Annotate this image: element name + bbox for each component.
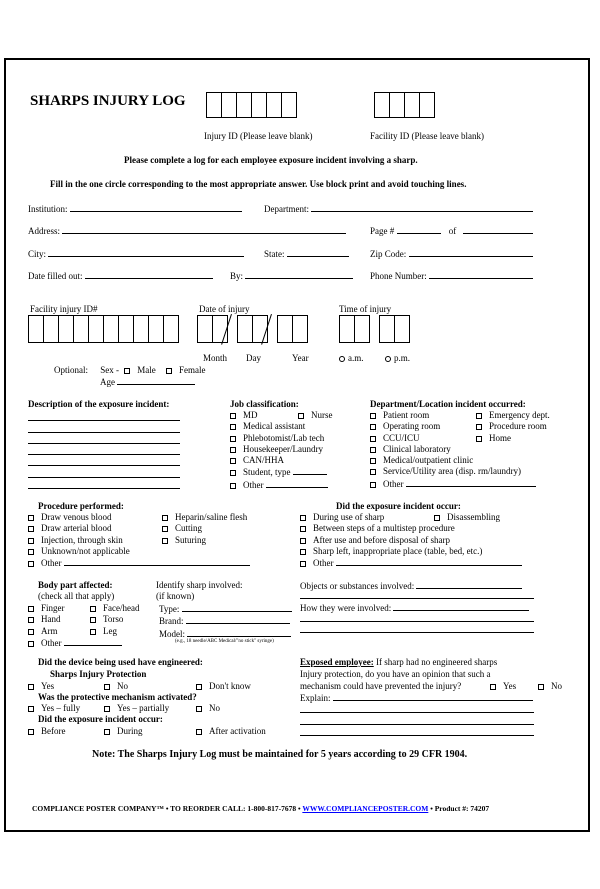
description-line[interactable] xyxy=(28,478,180,489)
proc-cutting[interactable]: Cutting xyxy=(162,523,247,534)
sharp-model-input[interactable] xyxy=(187,628,291,637)
job-list xyxy=(230,410,328,491)
institution-input[interactable] xyxy=(70,203,242,212)
objects-label: Objects or substances involved: xyxy=(300,581,415,591)
occur-list-2 xyxy=(434,512,500,523)
footer-company: COMPLIANCE POSTER COMPANY™ • TO REORDER CALL: 1-800-817-7678 • xyxy=(32,804,301,813)
address-input[interactable] xyxy=(62,225,346,234)
city-input[interactable] xyxy=(48,248,244,257)
dept-list-2 xyxy=(476,410,550,444)
engineered-no[interactable]: No xyxy=(104,681,128,692)
sharp-type-input[interactable] xyxy=(182,603,292,612)
job-nurse[interactable]: Nurse xyxy=(298,410,333,421)
engineered-q1a: Did the device being used have engineered: xyxy=(38,657,203,667)
institution-label: Institution: xyxy=(28,204,68,214)
sharp-brand-row: Brand: xyxy=(159,615,292,627)
activated-yes-fully[interactable]: Yes – fully xyxy=(28,703,80,714)
date-filled-label: Date filled out: xyxy=(28,271,83,281)
occur-after-activation[interactable]: After activation xyxy=(196,726,266,737)
proc-injection[interactable]: Injection, through skin xyxy=(28,535,250,546)
retention-note: Note: The Sharps Injury Log must be maintained for 5 years according to 29 CFR 1904. xyxy=(92,749,468,760)
body-other[interactable]: Other xyxy=(28,637,122,649)
female-checkbox[interactable] xyxy=(166,368,172,374)
explain-label: Explain: xyxy=(300,693,331,703)
pm-radio[interactable] xyxy=(385,356,391,362)
how-line-3[interactable] xyxy=(300,622,534,633)
body-finger[interactable]: Finger xyxy=(28,603,122,614)
explain-line-2[interactable] xyxy=(300,702,534,713)
dept-other[interactable]: Other xyxy=(370,478,536,490)
proc-venous[interactable]: Draw venous blood xyxy=(28,512,250,523)
footer-product: • Product #: 74207 xyxy=(430,804,490,813)
sharp-brand-input[interactable] xyxy=(186,615,290,624)
description-heading: Description of the exposure incident: xyxy=(28,399,170,409)
exposed-no[interactable]: No xyxy=(538,681,562,692)
male-checkbox[interactable] xyxy=(124,368,130,374)
facility-id-label: Facility ID (Please leave blank) xyxy=(370,131,484,141)
date-filled-row xyxy=(28,270,213,282)
how-line-2[interactable] xyxy=(300,611,534,622)
job-housekeeper[interactable]: Housekeeper/Laundry xyxy=(230,444,328,455)
sharp-note: (e.g., 18 needle/ABC Medical/"no stick" syringe) xyxy=(175,639,274,644)
female-label: Female xyxy=(179,365,206,375)
by-input[interactable] xyxy=(245,270,353,279)
optional-label: Optional: xyxy=(54,365,88,375)
occur-sharp-left[interactable]: Sharp left, inappropriate place (table, bed, etc.) xyxy=(300,546,522,557)
activated-yes-partially[interactable]: Yes – partially xyxy=(104,703,169,714)
by-label: By: xyxy=(230,271,244,281)
pm-option[interactable] xyxy=(385,353,410,364)
sex-label: Sex - xyxy=(100,365,119,375)
body-heading: Body part affected: xyxy=(38,580,113,590)
objects-line-2[interactable] xyxy=(300,588,534,599)
exposed-line-1 xyxy=(300,657,497,668)
body-leg[interactable]: Leg xyxy=(90,626,139,637)
injury-id-label: Injury ID (Please leave blank) xyxy=(204,131,313,141)
exposed-heading: Exposed employee: xyxy=(300,657,374,667)
department-input[interactable] xyxy=(311,203,533,212)
occur-during[interactable]: During xyxy=(104,726,143,737)
month-label: Month xyxy=(203,353,228,363)
male-label: Male xyxy=(137,365,156,375)
description-line[interactable] xyxy=(28,455,180,466)
job-other[interactable]: Other xyxy=(230,479,328,491)
address-row xyxy=(28,225,346,237)
job-can-hha[interactable]: CAN/HHA xyxy=(230,455,328,466)
age-label: Age xyxy=(100,377,115,387)
procedure-heading: Procedure performed: xyxy=(38,501,124,511)
time-of-injury-label: Time of injury xyxy=(339,304,392,314)
date-of-injury-label: Date of injury xyxy=(199,304,250,314)
occur-disassembling[interactable]: Disassembling xyxy=(434,512,500,523)
engineered-q1b: Sharps Injury Protection xyxy=(50,669,147,679)
how-label: How they were involved: xyxy=(300,603,392,613)
day-label: Day xyxy=(246,353,261,363)
engineered-q3: Did the exposure incident occur: xyxy=(38,714,163,724)
am-radio[interactable] xyxy=(339,356,345,362)
sharp-heading: Identify sharp involved: xyxy=(156,580,243,590)
dept-ccu-icu[interactable]: CCU/ICU xyxy=(370,433,536,444)
phone-input[interactable] xyxy=(429,270,533,279)
time-of-injury-boxes[interactable] xyxy=(339,315,409,343)
body-torso[interactable]: Torso xyxy=(90,614,139,625)
explain-line-4[interactable] xyxy=(300,725,534,736)
description-line[interactable] xyxy=(28,466,180,477)
procedure-list-2 xyxy=(162,512,247,546)
age-input[interactable] xyxy=(117,376,195,385)
zip-label: Zip Code: xyxy=(370,249,407,259)
state-input[interactable] xyxy=(287,248,349,257)
job-heading: Job classification: xyxy=(230,399,299,409)
page-of-label: of xyxy=(448,226,457,236)
dept-patient-room[interactable]: Patient room xyxy=(370,410,536,421)
job-phlebotomist[interactable]: Phlebotomist/Lab tech xyxy=(230,433,328,444)
city-row xyxy=(28,248,244,260)
page-total-input[interactable] xyxy=(463,225,533,234)
how-input[interactable] xyxy=(393,602,529,611)
age-row xyxy=(100,376,195,388)
dept-heading: Department/Location incident occurred: xyxy=(370,399,526,409)
institution-row xyxy=(28,203,242,215)
occur-after-use[interactable]: After use and before disposal of sharp xyxy=(300,535,522,546)
sharp-type-row: Type: xyxy=(159,603,292,615)
dept-emergency[interactable]: Emergency dept. xyxy=(476,410,550,421)
engineered-q2: Was the protective mechanism activated? xyxy=(38,692,197,702)
exposed-text-3: mechanism could have prevented the injury? xyxy=(300,681,462,691)
sharp-fields xyxy=(159,603,292,640)
activated-no[interactable]: No xyxy=(196,703,220,714)
body-sub: (check all that apply) xyxy=(38,591,115,601)
sharp-sub: (if known) xyxy=(156,591,195,601)
occur-before[interactable]: Before xyxy=(28,726,66,737)
date-of-injury-boxes[interactable] xyxy=(197,315,307,343)
instruction-1: Please complete a log for each employee exposure incident involving a sharp. xyxy=(124,155,418,165)
body-arm[interactable]: Arm xyxy=(28,626,122,637)
explain-input[interactable] xyxy=(333,692,533,701)
year-label: Year xyxy=(292,353,309,363)
city-label: City: xyxy=(28,249,47,259)
body-list-2 xyxy=(90,603,139,637)
dept-outpatient[interactable]: Medical/outpatient clinic xyxy=(370,455,536,466)
am-option[interactable] xyxy=(339,353,364,364)
facility-injury-id-boxes[interactable] xyxy=(28,315,178,343)
exposed-line-3 xyxy=(300,681,461,692)
page-label: Page # xyxy=(370,226,395,236)
job-medical-assistant[interactable]: Medical assistant xyxy=(230,421,328,432)
occur-other[interactable]: Other xyxy=(300,557,522,569)
by-row xyxy=(230,270,353,282)
body-face[interactable]: Face/head xyxy=(90,603,139,614)
description-line[interactable] xyxy=(28,421,180,432)
phone-row xyxy=(370,270,533,282)
exposed-yes[interactable]: Yes xyxy=(490,681,516,692)
description-line[interactable] xyxy=(28,410,180,421)
facility-id-boxes[interactable] xyxy=(374,92,434,118)
occur-during-use[interactable]: During use of sharp xyxy=(300,512,522,523)
engineered-yes[interactable]: Yes xyxy=(28,681,54,692)
date-filled-input[interactable] xyxy=(85,270,213,279)
footer xyxy=(32,804,489,814)
sharp-model-row: Model: xyxy=(159,628,292,640)
state-row xyxy=(264,248,349,260)
optional-row xyxy=(54,365,206,376)
proc-heparin[interactable]: Heparin/saline flesh xyxy=(162,512,247,523)
pm-label: p.m. xyxy=(394,353,411,363)
footer-url-link[interactable]: WWW.COMPLIANCEPOSTER.COM xyxy=(302,804,429,813)
dept-clinical-lab[interactable]: Clinical laboratory xyxy=(370,444,536,455)
description-line[interactable] xyxy=(28,433,180,444)
page-row xyxy=(370,225,533,237)
dept-operating-room[interactable]: Operating room xyxy=(370,421,536,432)
page-input[interactable] xyxy=(397,225,441,234)
explain-line-3[interactable] xyxy=(300,714,534,725)
phone-label: Phone Number: xyxy=(370,271,427,281)
injury-id-boxes[interactable] xyxy=(206,92,296,118)
job-md[interactable]: MD xyxy=(230,410,328,421)
dept-procedure-room[interactable]: Procedure room xyxy=(476,421,550,432)
zip-row xyxy=(370,248,533,260)
proc-other[interactable]: Other xyxy=(28,557,250,569)
address-label: Address: xyxy=(28,226,60,236)
dept-service-area[interactable]: Service/Utility area (disp. rm/laundry) xyxy=(370,466,536,477)
exposed-text-1: If sharp had no engineered sharps xyxy=(376,657,498,667)
description-line[interactable] xyxy=(28,444,180,455)
state-label: State: xyxy=(264,249,285,259)
proc-arterial[interactable]: Draw arterial blood xyxy=(28,523,250,534)
department-row xyxy=(264,203,533,215)
facility-injury-id-label: Facility injury ID# xyxy=(30,304,98,314)
proc-unknown[interactable]: Unknown/not applicable xyxy=(28,546,250,557)
zip-input[interactable] xyxy=(409,248,533,257)
department-label: Department: xyxy=(264,204,309,214)
proc-suturing[interactable]: Suturing xyxy=(162,535,247,546)
am-label: a.m. xyxy=(348,353,364,363)
occur-between-steps[interactable]: Between steps of a multistep procedure xyxy=(300,523,522,534)
description-lines[interactable] xyxy=(28,410,180,489)
occur-heading: Did the exposure incident occur: xyxy=(336,501,461,511)
dept-home[interactable]: Home xyxy=(476,433,550,444)
engineered-dont-know[interactable]: Don't know xyxy=(196,681,251,692)
form-title: SHARPS INJURY LOG xyxy=(30,93,186,109)
body-hand[interactable]: Hand xyxy=(28,614,122,625)
job-list-2 xyxy=(298,410,333,421)
instruction-2: Fill in the one circle corresponding to the most appropriate answer. Use block print and avoid touching lines. xyxy=(50,179,467,189)
job-student[interactable]: Student, type xyxy=(230,466,328,478)
exposed-text-2: Injury protection, do you have an opinion that such a xyxy=(300,669,491,679)
